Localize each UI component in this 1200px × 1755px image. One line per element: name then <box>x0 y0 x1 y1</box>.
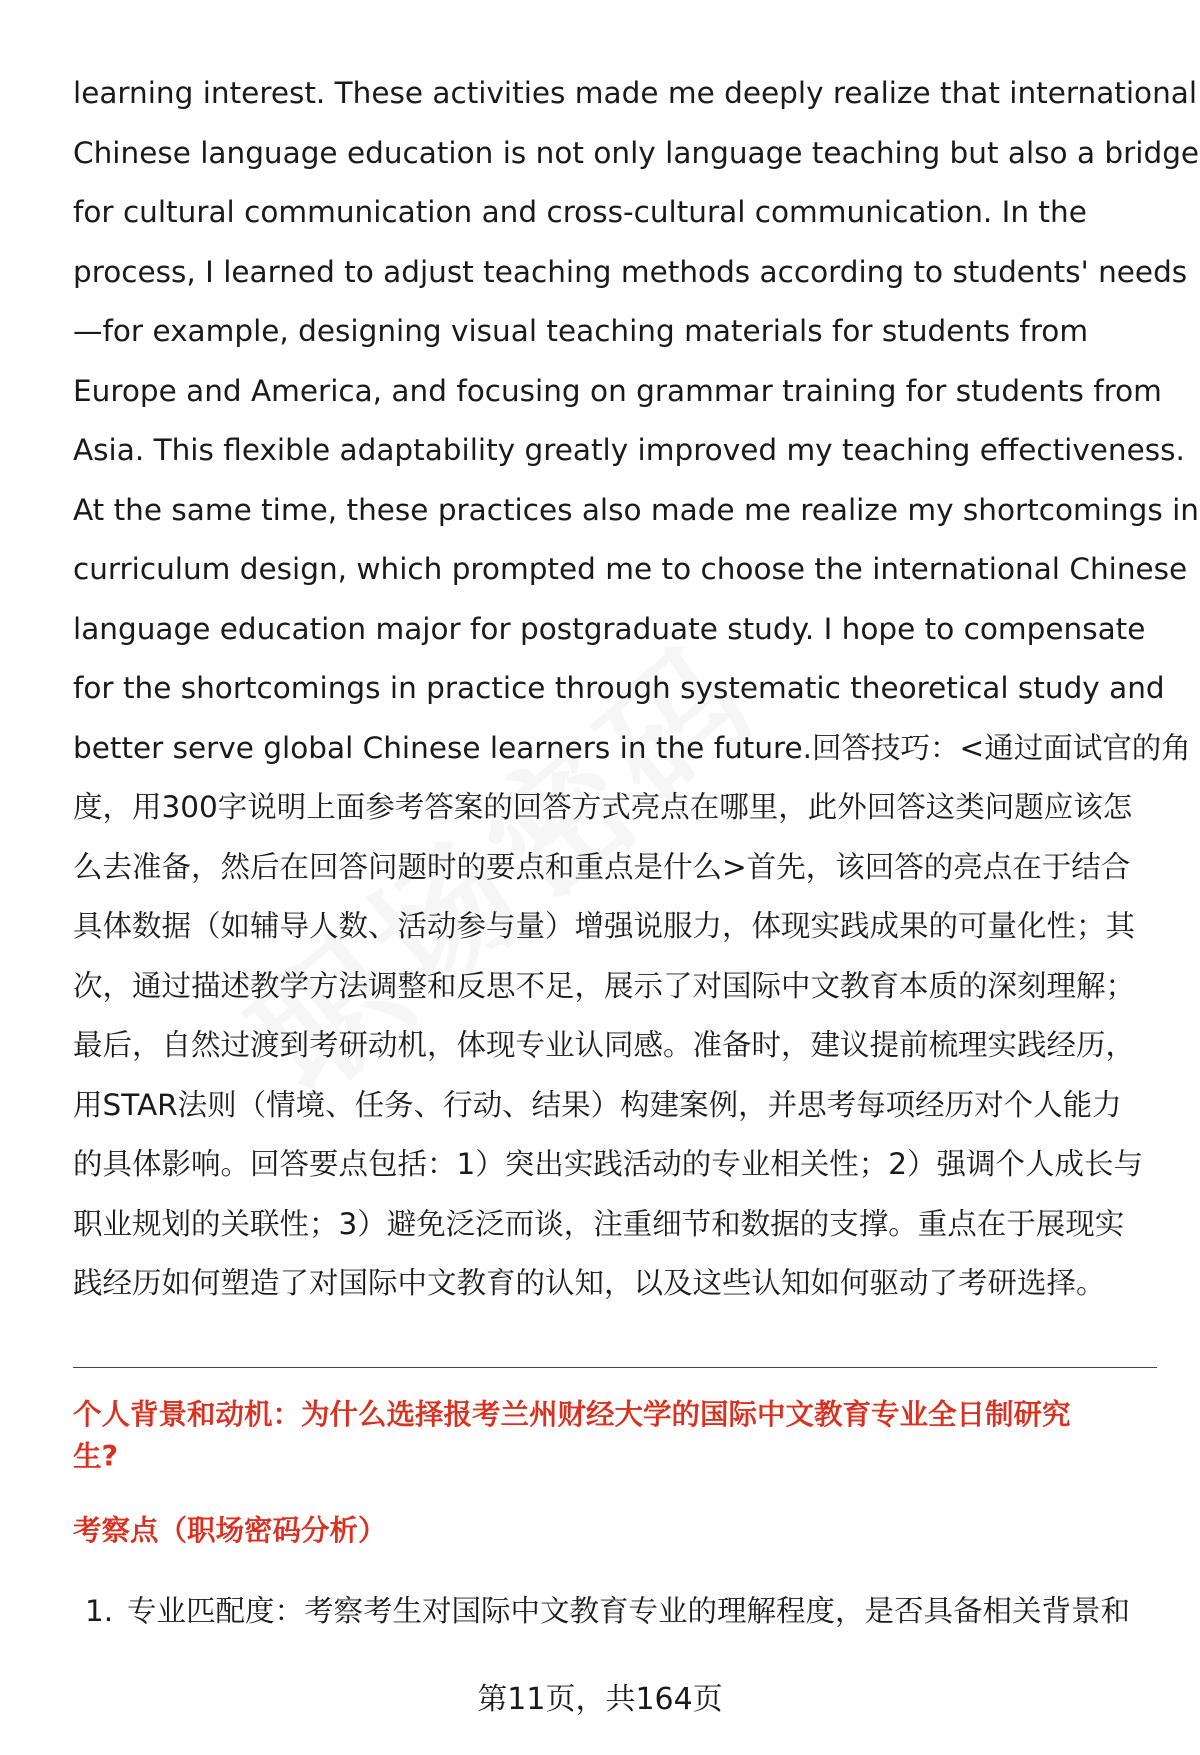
question-line: 生? <box>73 1440 119 1473</box>
paragraph-line: 度，用300字说明上面参考答案的回答方式亮点在哪里，此外回答这类问题应该怎 <box>73 790 1133 824</box>
paragraph-line: 最后，自然过渡到考研动机，体现专业认同感。准备时，建议提前梳理实践经历， <box>73 1028 1136 1062</box>
list-item <box>85 1590 1165 1632</box>
paragraph-line: process, I learned to adjust teaching methods according to students' needs <box>73 254 1188 289</box>
paragraph-line: 职业规划的关联性；3）避免泛泛而谈，注重细节和数据的支撑。重点在于展现实 <box>73 1206 1125 1241</box>
question-heading <box>73 1394 1157 1478</box>
paragraph-line: 么去准备，然后在回答问题时的要点和重点是什么>首先，该回答的亮点在于结合 <box>73 849 1131 884</box>
question-line: 个人背景和动机：为什么选择报考兰州财经大学的国际中文教育专业全日制研究 <box>73 1398 1071 1431</box>
paragraph-line: 践经历如何塑造了对国际中文教育的认知，以及这些认知如何驱动了考研选择。 <box>73 1266 1106 1300</box>
list-text: 专业匹配度：考察考生对国际中文教育专业的理解程度，是否具备相关背景和 <box>127 1594 1131 1628</box>
assessment-subheading: 考察点（职场密码分析） <box>73 1514 387 1547</box>
paragraph-line: learning interest. These activities made me deeply realize that international <box>73 76 1198 110</box>
paragraph-line: 的具体影响。回答要点包括：1）突出实践活动的专业相关性；2）强调个人成长与 <box>73 1147 1144 1181</box>
paragraph-line: language education major for postgraduate study. I hope to compensate <box>73 611 1146 646</box>
paragraph-line: for the shortcomings in practice through systematic theoretical study and <box>73 671 1165 705</box>
paragraph-line: At the same time, these practices also made me realize my shortcomings in <box>73 492 1199 527</box>
page-number: 第11页，共164页 <box>477 1682 723 1717</box>
paragraph-line: for cultural communication and cross-cultural communication. In the <box>73 195 1087 229</box>
answer-paragraph <box>73 64 1200 1314</box>
section-divider <box>73 1367 1157 1368</box>
paragraph-line: 具体数据（如辅导人数、活动参与量）增强说服力，体现实践成果的可量化性；其 <box>73 909 1136 943</box>
body-text-block <box>73 64 1200 1314</box>
paragraph-line: —for example, designing visual teaching materials for students from <box>73 314 1089 348</box>
paragraph-line: Europe and America, and focusing on grammar training for students from <box>73 373 1162 408</box>
paragraph-line: Asia. This flexible adaptability greatly improved my teaching effectiveness. <box>73 433 1185 467</box>
paragraph-line: Chinese language education is not only language teaching but also a bridge <box>73 135 1200 170</box>
paragraph-line: 次，通过描述教学方法调整和反思不足，展示了对国际中文教育本质的深刻理解； <box>73 968 1136 1003</box>
paragraph-line: better serve global Chinese learners in the future.回答技巧：<通过面试官的角 <box>73 730 1191 765</box>
paragraph-line: 用STAR法则（情境、任务、行动、结果）构建案例，并思考每项经历对个人能力 <box>73 1087 1122 1122</box>
paragraph-line: curriculum design, which prompted me to choose the international Chinese <box>73 552 1188 586</box>
list-number: 1. <box>85 1594 114 1628</box>
